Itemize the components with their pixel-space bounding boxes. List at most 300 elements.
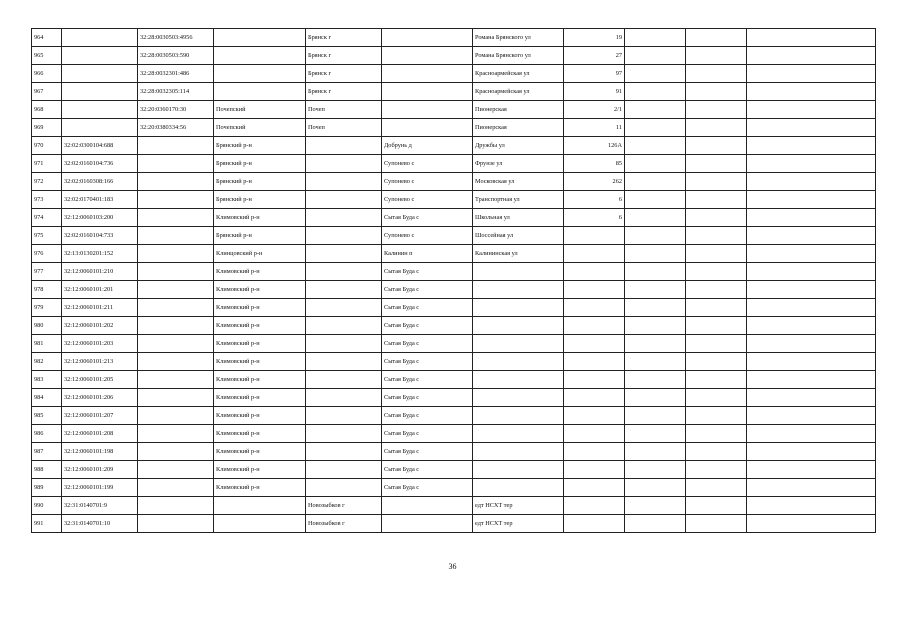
table-row — [32, 245, 876, 263]
table-cell: 262 — [564, 173, 625, 191]
table-cell: 32:28:0032305:114 — [138, 83, 214, 101]
table-cell: Климовский р-н — [214, 371, 306, 389]
table-cell — [138, 209, 214, 227]
table-row — [32, 155, 876, 173]
table-cell: 32:20:0360170:30 — [138, 101, 214, 119]
table-cell — [306, 443, 382, 461]
table-row — [32, 299, 876, 317]
table-row — [32, 389, 876, 407]
table-cell: Климовский р-н — [214, 461, 306, 479]
table-cell — [747, 353, 876, 371]
table-cell — [306, 191, 382, 209]
table-cell: Брянский р-н — [214, 173, 306, 191]
table-cell: 32:12:0060103:200 — [62, 209, 138, 227]
table-cell — [564, 263, 625, 281]
table-cell — [138, 425, 214, 443]
table-cell — [747, 227, 876, 245]
table-cell: 988 — [32, 461, 62, 479]
table-cell: Сытая Буда с — [382, 389, 473, 407]
table-cell: Климовский р-н — [214, 389, 306, 407]
table-cell: Сытая Буда с — [382, 479, 473, 497]
table-cell — [747, 515, 876, 533]
table-row — [32, 335, 876, 353]
table-cell: Брянск г — [306, 65, 382, 83]
table-cell — [686, 83, 747, 101]
table-cell: Добрунь д — [382, 137, 473, 155]
table-cell — [62, 83, 138, 101]
table-cell — [686, 371, 747, 389]
table-cell — [473, 263, 564, 281]
table-cell: Брянск г — [306, 29, 382, 47]
table-cell — [564, 389, 625, 407]
table-cell: Сытая Буда с — [382, 407, 473, 425]
table-cell: Сытая Буда с — [382, 371, 473, 389]
table-cell: Новозыбков г — [306, 515, 382, 533]
table-cell: Сытая Буда с — [382, 209, 473, 227]
table-cell — [382, 47, 473, 65]
table-cell — [625, 209, 686, 227]
table-cell — [625, 227, 686, 245]
table-row — [32, 47, 876, 65]
table-cell: 985 — [32, 407, 62, 425]
table-cell — [686, 191, 747, 209]
table-cell — [306, 389, 382, 407]
table-cell: едт НСХТ тер — [473, 497, 564, 515]
table-cell — [747, 407, 876, 425]
table-cell — [625, 245, 686, 263]
table-cell: Пионерская — [473, 119, 564, 137]
table-cell — [306, 425, 382, 443]
table-cell — [747, 371, 876, 389]
table-body — [32, 29, 876, 533]
table-row — [32, 227, 876, 245]
table-cell: Сытая Буда с — [382, 425, 473, 443]
table-cell: Климовский р-н — [214, 353, 306, 371]
table-cell: 32:31:0140701:9 — [62, 497, 138, 515]
table-cell: 32:02:0160308:166 — [62, 173, 138, 191]
table-cell — [382, 83, 473, 101]
table-cell: 85 — [564, 155, 625, 173]
table-cell: 97 — [564, 65, 625, 83]
table-cell — [306, 353, 382, 371]
table-cell — [382, 515, 473, 533]
table-cell — [306, 299, 382, 317]
table-cell: Почеп — [306, 119, 382, 137]
table-cell — [306, 371, 382, 389]
table-cell: едт НСХТ тер — [473, 515, 564, 533]
table-cell — [138, 353, 214, 371]
table-row — [32, 119, 876, 137]
table-cell — [747, 335, 876, 353]
table-cell — [686, 227, 747, 245]
table-row — [32, 425, 876, 443]
table-cell: Почеп — [306, 101, 382, 119]
table-cell — [686, 317, 747, 335]
table-cell — [473, 407, 564, 425]
table-cell — [625, 137, 686, 155]
table-cell — [382, 497, 473, 515]
table-cell — [625, 515, 686, 533]
table-cell: 32:12:0060101:199 — [62, 479, 138, 497]
table-cell: Красноармейская ул — [473, 65, 564, 83]
table-row — [32, 461, 876, 479]
table-cell — [214, 65, 306, 83]
table-cell: 973 — [32, 191, 62, 209]
table-cell: Сытая Буда с — [382, 461, 473, 479]
table-cell — [747, 101, 876, 119]
table-cell: 126А — [564, 137, 625, 155]
table-cell — [473, 353, 564, 371]
table-cell — [138, 479, 214, 497]
table-cell: 11 — [564, 119, 625, 137]
table-cell — [138, 137, 214, 155]
table-cell — [625, 191, 686, 209]
table-cell — [473, 371, 564, 389]
table-cell — [686, 353, 747, 371]
table-cell — [625, 29, 686, 47]
table-cell: 975 — [32, 227, 62, 245]
table-cell — [306, 263, 382, 281]
table-cell: Климовский р-н — [214, 479, 306, 497]
table-cell: 19 — [564, 29, 625, 47]
table-cell — [686, 29, 747, 47]
table-cell: 989 — [32, 479, 62, 497]
table-cell: Сытая Буда с — [382, 281, 473, 299]
table-cell: 32:12:0060101:211 — [62, 299, 138, 317]
table-cell — [686, 137, 747, 155]
table-cell — [382, 65, 473, 83]
table-row — [32, 137, 876, 155]
table-cell: Шоссейная ул — [473, 227, 564, 245]
page-number: 36 — [448, 562, 457, 571]
register-table — [31, 28, 876, 533]
table-cell: Климовский р-н — [214, 263, 306, 281]
table-cell — [564, 353, 625, 371]
table-cell — [138, 173, 214, 191]
table-cell — [686, 209, 747, 227]
table-cell — [306, 335, 382, 353]
table-cell — [747, 119, 876, 137]
table-cell: 27 — [564, 47, 625, 65]
table-cell: Климовский р-н — [214, 443, 306, 461]
table-cell — [138, 299, 214, 317]
table-cell: 32:02:0160104:733 — [62, 227, 138, 245]
table-row — [32, 263, 876, 281]
table-cell — [138, 461, 214, 479]
table-cell — [62, 119, 138, 137]
table-cell — [564, 443, 625, 461]
table-cell: 32:13:0130201:152 — [62, 245, 138, 263]
table-cell — [62, 101, 138, 119]
table-cell — [747, 155, 876, 173]
table-cell: 974 — [32, 209, 62, 227]
table-cell: Клинцовский р-н — [214, 245, 306, 263]
table-cell — [62, 65, 138, 83]
table-cell: 987 — [32, 443, 62, 461]
table-row — [32, 371, 876, 389]
table-row — [32, 443, 876, 461]
table-cell — [747, 191, 876, 209]
table-cell — [747, 443, 876, 461]
table-cell — [138, 389, 214, 407]
table-cell — [686, 47, 747, 65]
table-cell: Калининская ул — [473, 245, 564, 263]
table-cell — [564, 299, 625, 317]
table-cell: Сытая Буда с — [382, 263, 473, 281]
table-cell: 978 — [32, 281, 62, 299]
table-cell — [625, 389, 686, 407]
table-cell: Новозыбков г — [306, 497, 382, 515]
table-cell: Климовский р-н — [214, 209, 306, 227]
table-row — [32, 83, 876, 101]
table-cell — [625, 65, 686, 83]
table-cell: 6 — [564, 209, 625, 227]
table-cell: 979 — [32, 299, 62, 317]
table-cell: 32:02:0160104:736 — [62, 155, 138, 173]
table-row — [32, 173, 876, 191]
table-cell — [686, 65, 747, 83]
table-cell: 91 — [564, 83, 625, 101]
table-cell — [686, 263, 747, 281]
table-cell — [306, 479, 382, 497]
table-cell — [382, 119, 473, 137]
table-cell: 968 — [32, 101, 62, 119]
table-cell — [747, 425, 876, 443]
table-row — [32, 317, 876, 335]
table-cell: 32:02:0170401:183 — [62, 191, 138, 209]
table-cell — [625, 317, 686, 335]
table-cell — [747, 281, 876, 299]
table-cell — [306, 461, 382, 479]
table-cell: Климовский р-н — [214, 299, 306, 317]
table-cell: 32:12:0060101:205 — [62, 371, 138, 389]
table-cell — [564, 461, 625, 479]
table-cell: Калинин п — [382, 245, 473, 263]
table-cell — [473, 281, 564, 299]
table-cell — [473, 317, 564, 335]
table-cell — [214, 515, 306, 533]
table-cell — [686, 335, 747, 353]
table-row — [32, 101, 876, 119]
table-cell — [306, 173, 382, 191]
table-cell — [138, 407, 214, 425]
table-cell: Климовский р-н — [214, 425, 306, 443]
table-cell — [686, 407, 747, 425]
table-cell — [138, 443, 214, 461]
table-cell — [564, 425, 625, 443]
table-cell — [747, 65, 876, 83]
table-cell: Сытая Буда с — [382, 335, 473, 353]
table-cell — [138, 155, 214, 173]
table-cell — [747, 299, 876, 317]
table-cell: 986 — [32, 425, 62, 443]
table-cell — [747, 497, 876, 515]
table-cell: 32:12:0060101:201 — [62, 281, 138, 299]
table-cell — [686, 281, 747, 299]
table-cell — [306, 281, 382, 299]
table-cell — [306, 155, 382, 173]
table-cell: Супонево с — [382, 191, 473, 209]
table-cell: Московская ул — [473, 173, 564, 191]
table-cell: Брянский р-н — [214, 191, 306, 209]
table-cell: Сытая Буда с — [382, 443, 473, 461]
table-cell — [625, 155, 686, 173]
table-cell — [686, 479, 747, 497]
table-cell: 2/1 — [564, 101, 625, 119]
table-cell — [306, 407, 382, 425]
table-cell — [625, 299, 686, 317]
table-cell: Пионерская — [473, 101, 564, 119]
table-cell — [214, 47, 306, 65]
table-cell: Брянский р-н — [214, 137, 306, 155]
table-cell: 969 — [32, 119, 62, 137]
table-cell: Фрунзе ул — [473, 155, 564, 173]
table-cell — [306, 209, 382, 227]
table-cell — [62, 47, 138, 65]
table-cell: 970 — [32, 137, 62, 155]
table-cell: 32:12:0060101:206 — [62, 389, 138, 407]
table-cell — [625, 479, 686, 497]
table-cell — [625, 371, 686, 389]
table-cell: Романа Брянского ул — [473, 29, 564, 47]
table-cell: 981 — [32, 335, 62, 353]
table-cell — [686, 389, 747, 407]
table-cell — [138, 245, 214, 263]
table-row — [32, 281, 876, 299]
table-cell: 991 — [32, 515, 62, 533]
table-cell — [747, 461, 876, 479]
table-cell: Брянск г — [306, 47, 382, 65]
table-cell: 32:28:0030503:4956 — [138, 29, 214, 47]
table-cell: 32:31:0140701:10 — [62, 515, 138, 533]
table-cell: Климовский р-н — [214, 335, 306, 353]
table-cell: 32:12:0060101:198 — [62, 443, 138, 461]
table-cell: 984 — [32, 389, 62, 407]
table-cell — [138, 515, 214, 533]
table-cell — [214, 83, 306, 101]
table-cell — [686, 155, 747, 173]
table-cell: 32:20:0380334:56 — [138, 119, 214, 137]
table-cell — [473, 443, 564, 461]
table-cell: 32:12:0060101:209 — [62, 461, 138, 479]
table-cell: Климовский р-н — [214, 317, 306, 335]
table-cell — [138, 335, 214, 353]
table-cell: 972 — [32, 173, 62, 191]
table-cell — [625, 119, 686, 137]
table-cell: 32:12:0060101:202 — [62, 317, 138, 335]
table-cell — [625, 47, 686, 65]
table-cell — [214, 497, 306, 515]
table-cell: Сытая Буда с — [382, 317, 473, 335]
table-cell: 982 — [32, 353, 62, 371]
table-row — [32, 497, 876, 515]
table-cell: 32:12:0060101:203 — [62, 335, 138, 353]
table-cell — [473, 299, 564, 317]
table-cell: 32:28:0030503:590 — [138, 47, 214, 65]
table-cell — [306, 317, 382, 335]
table-cell: Почепский — [214, 101, 306, 119]
table-cell — [138, 497, 214, 515]
table-cell: 6 — [564, 191, 625, 209]
table-cell — [747, 245, 876, 263]
table-cell: 990 — [32, 497, 62, 515]
table-cell — [564, 245, 625, 263]
table-cell — [625, 407, 686, 425]
table-cell — [564, 407, 625, 425]
table-cell — [382, 29, 473, 47]
table-cell — [564, 515, 625, 533]
table-cell: 964 — [32, 29, 62, 47]
table-cell: Супонево с — [382, 227, 473, 245]
table-cell: Климовский р-н — [214, 281, 306, 299]
table-cell — [564, 317, 625, 335]
table-cell: 32:12:0060101:208 — [62, 425, 138, 443]
table-row — [32, 353, 876, 371]
table-row — [32, 191, 876, 209]
table-cell — [747, 173, 876, 191]
table-cell — [625, 281, 686, 299]
table-cell — [686, 497, 747, 515]
table-cell: 32:28:0032301:486 — [138, 65, 214, 83]
table-cell: Брянский р-н — [214, 155, 306, 173]
table-cell: 965 — [32, 47, 62, 65]
table-cell — [138, 263, 214, 281]
table-cell: Сытая Буда с — [382, 299, 473, 317]
table-cell — [564, 479, 625, 497]
table-row — [32, 407, 876, 425]
table-cell — [686, 443, 747, 461]
table-cell: Брянск г — [306, 83, 382, 101]
table-cell — [625, 425, 686, 443]
table-cell — [138, 227, 214, 245]
table-cell — [625, 497, 686, 515]
table-cell — [473, 479, 564, 497]
table-cell: Климовский р-н — [214, 407, 306, 425]
table-cell — [564, 335, 625, 353]
table-cell — [625, 101, 686, 119]
table-cell — [214, 29, 306, 47]
table-cell — [747, 137, 876, 155]
table-cell — [686, 101, 747, 119]
table-cell — [138, 191, 214, 209]
table-cell — [686, 425, 747, 443]
table-cell — [686, 299, 747, 317]
table-cell — [686, 173, 747, 191]
table-cell — [564, 281, 625, 299]
table-cell: 966 — [32, 65, 62, 83]
table-cell: 32:12:0060101:210 — [62, 263, 138, 281]
table-cell — [747, 209, 876, 227]
table-cell: 32:02:0300104:688 — [62, 137, 138, 155]
table-row — [32, 209, 876, 227]
table-cell: Брянский р-н — [214, 227, 306, 245]
table-cell — [138, 281, 214, 299]
table-cell — [625, 173, 686, 191]
table-cell: 32:12:0060101:207 — [62, 407, 138, 425]
table-cell — [686, 245, 747, 263]
table-cell — [62, 29, 138, 47]
table-cell — [686, 461, 747, 479]
table-cell — [564, 497, 625, 515]
table-cell: Сытая Буда с — [382, 353, 473, 371]
table-cell: 976 — [32, 245, 62, 263]
table-cell — [564, 371, 625, 389]
table-cell — [473, 335, 564, 353]
table-cell — [564, 227, 625, 245]
table-cell — [473, 389, 564, 407]
table-row — [32, 29, 876, 47]
table-cell — [625, 461, 686, 479]
